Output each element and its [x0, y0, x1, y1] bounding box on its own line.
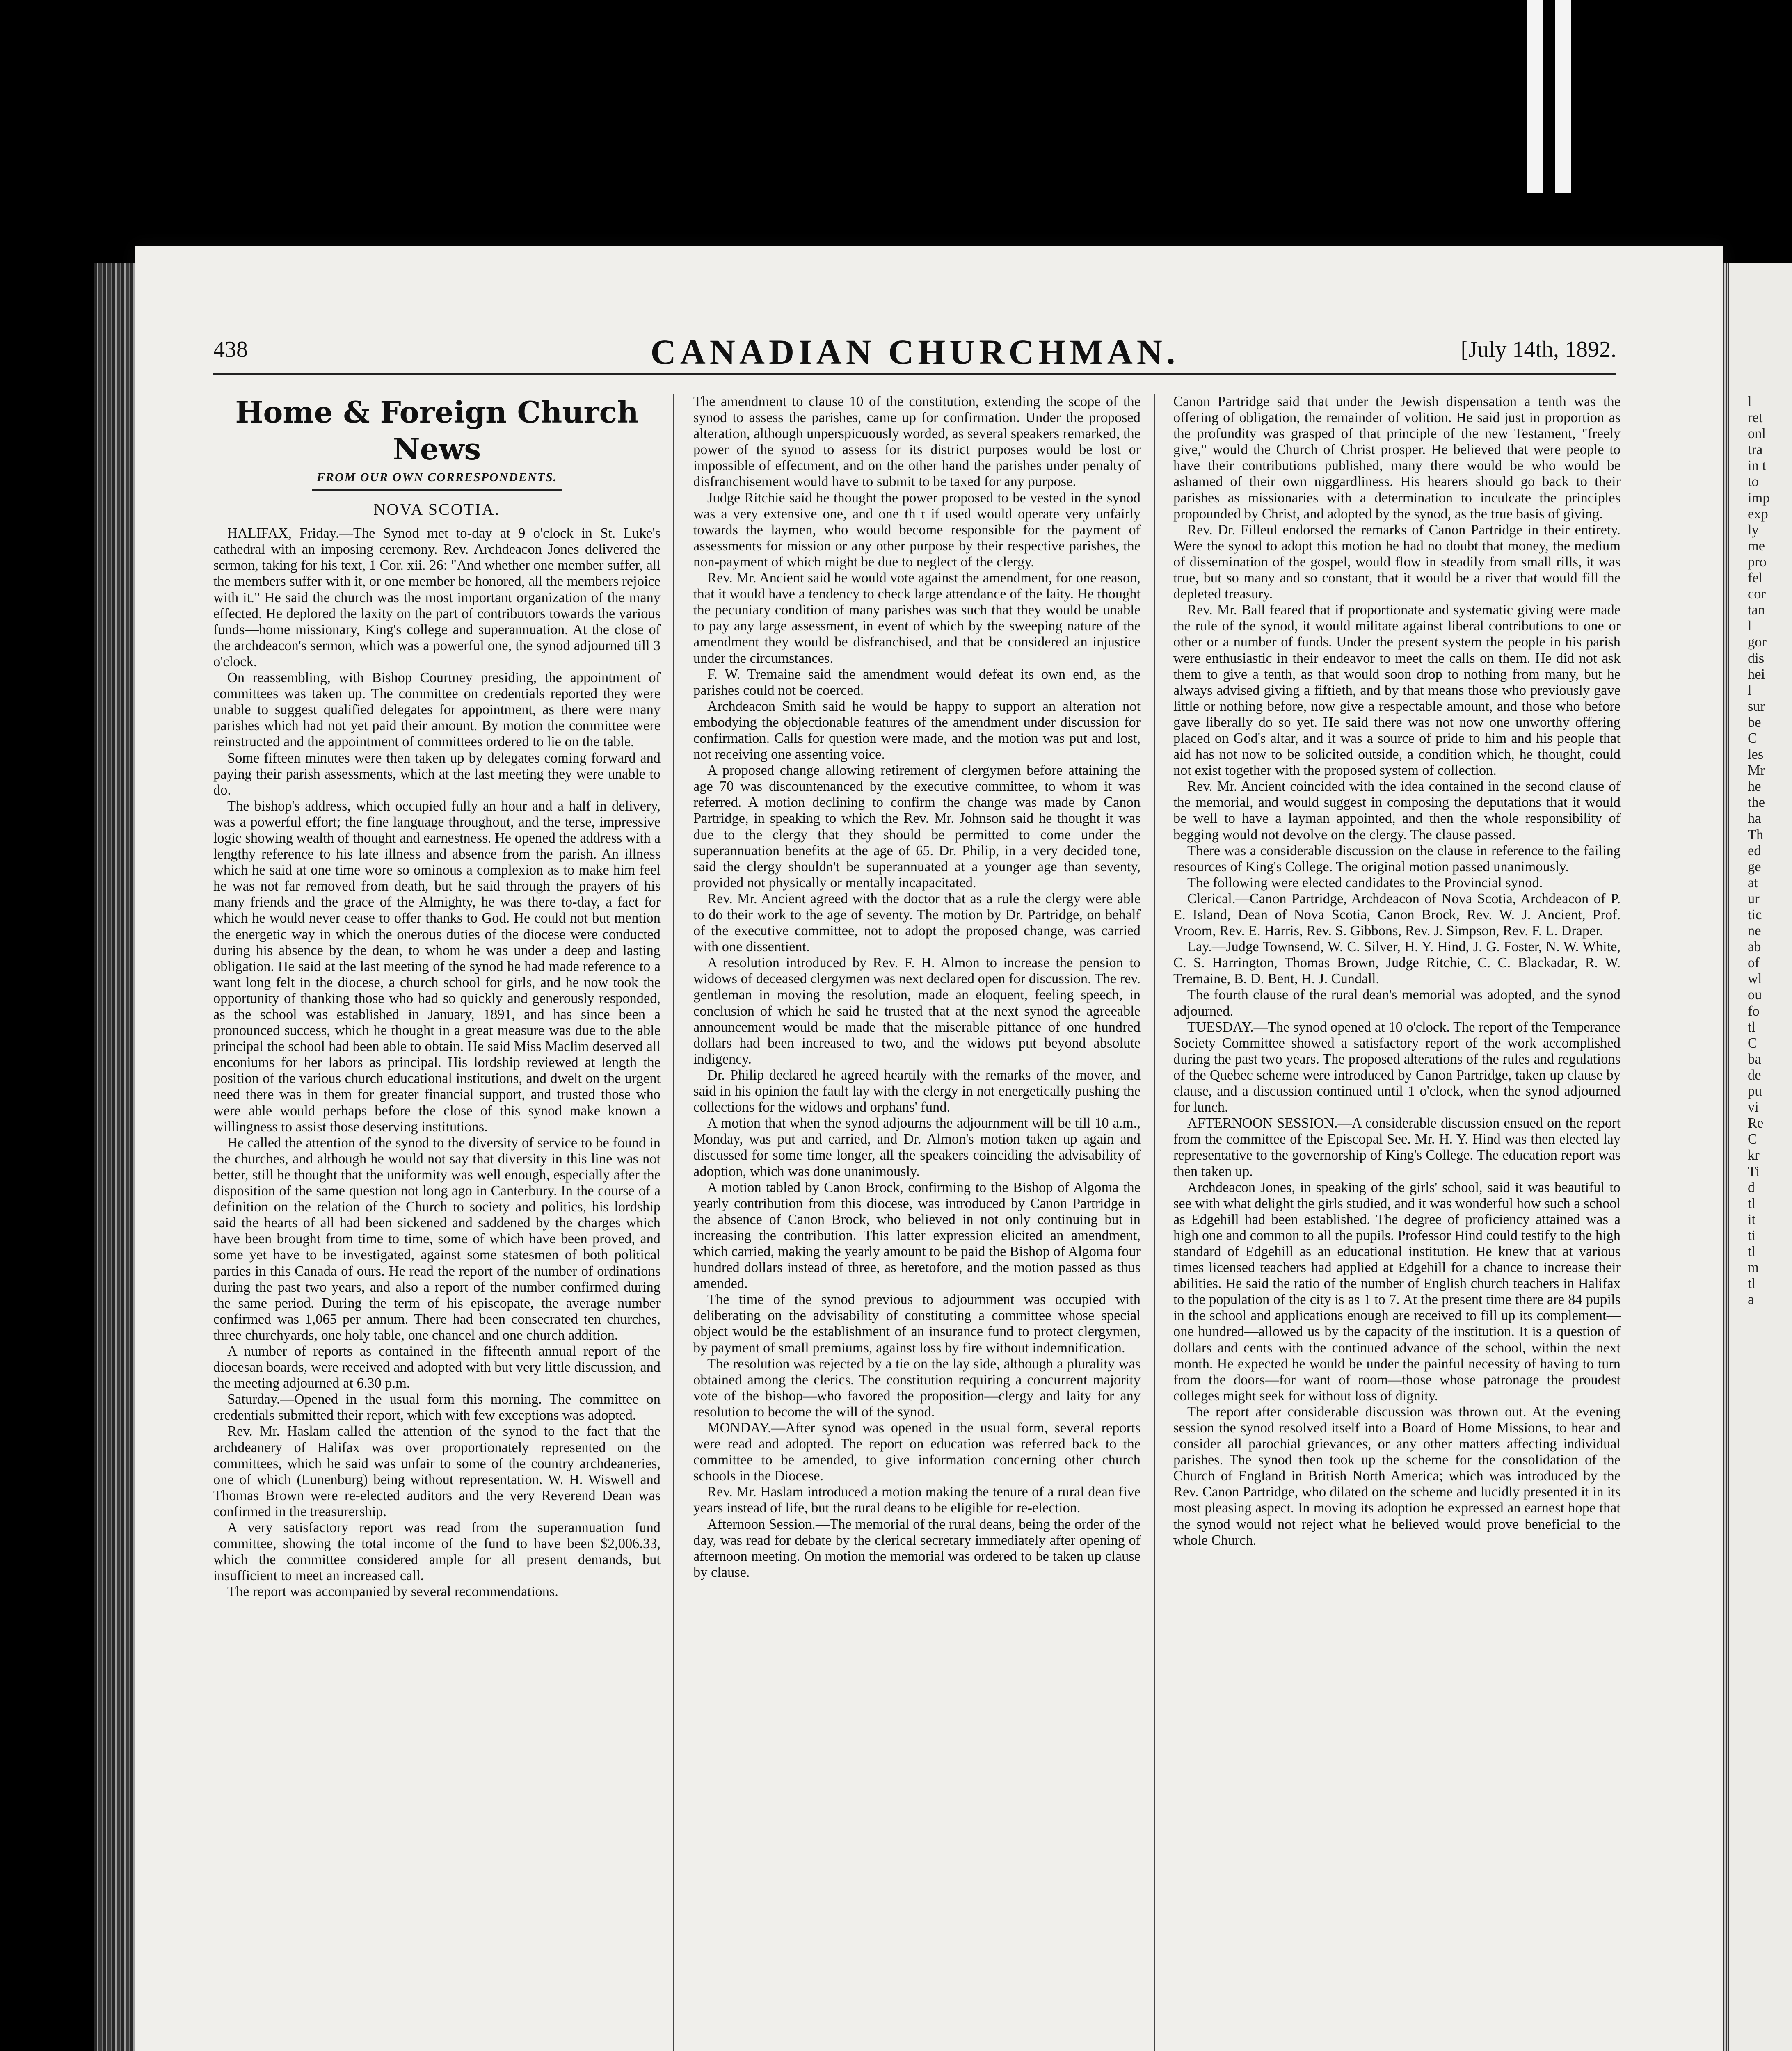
col2-paragraph: A resolution introduced by Rev. F. H. Almon to increase the pension to widows of deceased clergymen was next declared open for discussion. The rev. gentleman in moving the resolution, made an eloquent, feeling speech, in conclusion of which he said he trusted that at the next synod the agreeable announcement would be made that the miserable pittance of one hundred dollars had been increased to two, and the widows put beyond absolute indigency.	[693, 955, 1141, 1067]
col2-paragraph: The amendment to clause 10 of the constitution, extending the scope of the synod to assess the parishes, came up for confirmation. Under the proposed alteration, although unperspicuously worded, as several speakers remarked, the power of the synod to assess for its district purposes would be lost or impossible of effectment, and on the other hand the parishes under penalty of disfranchisement would have to submit to be taxed for any purpose.	[693, 394, 1141, 490]
facing-page-fragment: Mr	[1748, 763, 1765, 779]
facing-page-fragment: m	[1748, 1260, 1759, 1276]
col3-paragraph: Rev. Mr. Ball feared that if proportionate and systematic giving were made the rule of the synod, it would militate against liberal contributions to one or other or a number of funds. Under the present system the people in his parish were enthusiastic in their endeavor to meet the calls on them. He did not ask them to give a tenth, as that would soon drop to nothing from many, but he always advised giving a fiftieth, and by that means those who previously gave little or nothing before, now give a respectable amount, and those who before gave liberally do so yet. He said there was not now one unworthy offering placed on God's altar, and it was a source of pride to him and his people that aid has not now to be solicited outside, a condition which, he thought, could not exist together with the proposed system of collection.	[1173, 602, 1621, 779]
byline: FROM OUR OWN CORRESPONDENTS.	[316, 470, 558, 484]
scan-bar-top-2	[1555, 0, 1571, 193]
facing-page-fragment: Th	[1748, 827, 1764, 843]
facing-page-fragment: ba	[1748, 1051, 1761, 1067]
facing-page-fragment: fo	[1748, 1003, 1760, 1019]
facing-page-fragment: me	[1748, 538, 1765, 554]
facing-page-fragment: Ti	[1748, 1163, 1760, 1179]
facing-page-fragment: ur	[1748, 891, 1760, 907]
facing-page-fragment: gor	[1748, 634, 1767, 650]
facing-page-fragment: tl	[1748, 1195, 1756, 1211]
col2-paragraph: Rev. Mr. Ancient said he would vote against the amendment, for one reason, that it would have a tendency to check large attendance of the laity. He thought the pecuniary condition of many parishes was such that they would be unable to pay any large assessment, in event of which by the sweeping nature of the amendment they would be disfranchised, and that be considered an injustice under the circumstances.	[693, 570, 1141, 666]
facing-page-fragment: ne	[1748, 923, 1761, 939]
facing-page-fragment: l	[1748, 394, 1752, 409]
col1-paragraph: Saturday.—Opened in the usual form this morning. The committee on credentials submitted their report, which with few exceptions was adopted.	[213, 1391, 661, 1423]
col2-paragraph: The time of the synod previous to adjournment was occupied with deliberating on the advisability of constituting a committee whose special object would be the establishment of an insurance fund to protect clergymen, by payment of small premiums, against loss by fire without indemnification.	[693, 1292, 1141, 1356]
facing-page-fragment: onl	[1748, 426, 1766, 442]
col3-paragraph: TUESDAY.—The synod opened at 10 o'clock. The report of the Temperance Society Committee showed a satisfactory report of the work accomplished during the past two years. The proposed alterations of the rules and regulations of the Quebec scheme were introduced by Canon Partridge, taken up clause by clause, and a discussion continued until 1 o'clock, when the synod adjourned for lunch.	[1173, 1019, 1621, 1115]
col2-paragraph: A motion tabled by Canon Brock, confirming to the Bishop of Algoma the yearly contribution from this diocese, was introduced by Canon Partridge in the absence of Canon Brock, who believed in not only continuing but in increasing the contribution. This latter expression elicited an amendment, which carried, making the yearly amount to be paid the Bishop of Algoma four hundred dollars instead of three, as heretofore, and the motion passed as thus amended.	[693, 1179, 1141, 1292]
col3-paragraph: AFTERNOON SESSION.—A considerable discussion ensued on the report from the committee of the Episcopal See. Mr. H. Y. Hind was then elected lay representative to the governorship of King's College. The education report was then taken up.	[1173, 1115, 1621, 1179]
facing-page-fragment: cor	[1748, 586, 1766, 602]
facing-page-fragment: de	[1748, 1067, 1761, 1083]
facing-page-fragment: dis	[1748, 650, 1765, 666]
facing-page-fragment: of	[1748, 955, 1760, 971]
col1-paragraph: The bishop's address, which occupied fully an hour and a half in delivery, was a powerful effort; the fine language throughout, and the terse, impressive logic showing wealth of thought and earnestness. He opened the address with a lengthy reference to his late illness and absence from the parish. An illness which he said at one time wore so ominous a complexion as to make him feel he was not far removed from death, but he said through the prayers of his many friends and the grace of the Almighty, he was there to-day, a fact for which he would never cease to offer thanks to God. He could not but mention the energetic way in which the onerous duties of the diocese were conducted during his absence by the dean, to whom he was under a deep and lasting obligation. He said at the last meeting of the synod he had made reference to a want long felt in the diocese, a church school for girls, and he now took the opportunity of thanking those who had so quickly and generously responded, as the school was established in January, 1891, and has since been a pronounced success, which he thought in a great measure was due to the able principal the school had been able to obtain. He said Miss Maclim deserved all enconiums for her labors as principal. His lordship reviewed at length the position of the various church educational institutions, and dwelt on the urgent need there was in them for greater financial support, and trusted those who were able would perhaps before the close of this synod make known a willingness to assist those deserving institutions.	[213, 798, 661, 1135]
column-1	[213, 394, 661, 2051]
col2-paragraph: MONDAY.—After synod was opened in the usual form, several reports were read and adopted. The report on education was referred back to the committee to be amended, to give information concerning other church schools in the Diocese.	[693, 1420, 1141, 1484]
facing-page-fragment: tra	[1748, 442, 1763, 458]
column-rule-1	[673, 394, 674, 2051]
col2-paragraph: A proposed change allowing retirement of clergymen before attaining the age 70 was discountenanced by the executive committee, to whom it was referred. A motion declining to confirm the change was made by Canon Partridge, in speaking to which the Rev. Mr. Johnson said he thought it was due to the clergy that they should be permitted to come under the superannuation benefits at the age of 65. Dr. Philip, in a very decided tone, said the clergy shouldn't be superannuated at a younger age than seventy, provided not physically or mentally incapacitated.	[693, 763, 1141, 891]
col3-paragraph: The report after considerable discussion was thrown out. At the evening session the synod resolved itself into a Board of Home Missions, to hear and consider all parochial grievances, or any other matters affecting individual parishes. The synod then took up the scheme for the consolidation of the Church of England in British North America; which was introduced by the Rev. Canon Partridge, who dilated on the scheme and lucidly presented it in its most pleasing aspect. In moving its adoption he expressed an earnest hope that the synod would not reject what he believed would prove beneficial to the whole Church.	[1173, 1404, 1621, 1548]
col2-paragraph: Afternoon Session.—The memorial of the rural deans, being the order of the day, was read for debate by the clerical secretary immediately after opening of afternoon meeting. On motion the memorial was ordered to be taken up clause by clause.	[693, 1516, 1141, 1580]
col1-paragraph: HALIFAX, Friday.—The Synod met to-day at 9 o'clock in St. Luke's cathedral with an imposing ceremony. Rev. Archdeacon Jones delivered the sermon, taking for his text, 1 Cor. xii. 26: "And whether one member suffer, all the members suffer with it, or one member be honored, all the members rejoice with it." He said the church was the most important organization of the many effected. He deplored the laxity on the part of contributors towards the various funds—home missionary, King's college and superannuation. At the close of the archdeacon's sermon, which was a powerful one, the synod adjourned till 3 o'clock.	[213, 525, 661, 669]
facing-page-fragment: C	[1748, 1035, 1757, 1051]
page-gutter	[1723, 263, 1729, 2051]
facing-page-fragment: he	[1748, 779, 1761, 795]
masthead: CANADIAN CHURCHMAN.	[650, 332, 1179, 372]
facing-page-fragment: tl	[1748, 1243, 1756, 1259]
col2-paragraph: Dr. Philip declared he agreed heartily with the remarks of the mover, and said in his opinion the fault lay with the clergy in not energetically pushing the collections for the widows and orphans' fund.	[693, 1067, 1141, 1115]
col2-paragraph: A motion that when the synod adjourns the adjournment will be till 10 a.m., Monday, was put and carried, and Dr. Almon's motion taken up again and discussed for some time longer, all the speakers coinciding the advisability of adoption, which was done unanimously.	[693, 1115, 1141, 1179]
facing-page-fragment: fel	[1748, 570, 1763, 586]
col2-paragraph: Rev. Mr. Ancient agreed with the doctor that as a rule the clergy were able to do their work to the age of seventy. The motion by Dr. Partridge, on behalf of the executive committee, not to adopt the proposed change, was carried with one dissentient.	[693, 891, 1141, 955]
facing-page-fragment: a	[1748, 1292, 1754, 1308]
facing-page-fragment: hei	[1748, 666, 1765, 682]
facing-page-fragment: vi	[1748, 1099, 1759, 1115]
col3-paragraph: Clerical.—Canon Partridge, Archdeacon of Nova Scotia, Archdeacon of P. E. Island, Dean of Nova Scotia, Canon Brock, Rev. W. J. Ancient, Prof. Vroom, Rev. E. Harris, Rev. S. Gibbons, Rev. J. Simpson, Rev. F. L. Draper.	[1173, 891, 1621, 939]
facing-page-fragment: ha	[1748, 811, 1761, 827]
col2-paragraph: Rev. Mr. Haslam introduced a motion making the tenure of a rural dean five years instead of life, but the rural deans to be eligible for re-election.	[693, 1484, 1141, 1516]
col2-paragraph: Judge Ritchie said he thought the power proposed to be vested in the synod was a very extensive one, and one th t if used would operate very unfairly towards the laymen, who would become responsible for the payment of assessments for mission or any other purpose by their respective parishes, the non-payment of which might be due to neglect of the clergy.	[693, 490, 1141, 570]
col1-paragraph: On reassembling, with Bishop Courtney presiding, the appointment of committees was taken up. The committee on credentials reported they were unable to suggest qualified delegates for appointment, as there were many parishes which had not yet paid their amount. By motion the committee were reinstructed and the appointment of committees ordered to lie on the table.	[213, 670, 661, 750]
facing-page-fragment: Re	[1748, 1115, 1764, 1131]
facing-page-text	[1748, 394, 1792, 2051]
facing-page-fragment: ou	[1748, 987, 1762, 1003]
section-title: Home & Foreign Church News	[235, 395, 639, 466]
facing-page-fragment: kr	[1748, 1147, 1760, 1163]
col1-paragraph: Some fifteen minutes were then taken up by delegates coming forward and paying their parish assessments, which at the last meeting they were unable to do.	[213, 750, 661, 798]
facing-page-fragment: sur	[1748, 698, 1765, 714]
facing-page-fragment: ab	[1748, 939, 1761, 955]
title-divider	[312, 489, 562, 491]
facing-page-fragment: exp	[1748, 506, 1768, 522]
facing-page-fragment: ed	[1748, 843, 1761, 859]
facing-page-fragment: in t	[1748, 458, 1766, 474]
facing-page-fragment: l	[1748, 682, 1752, 698]
col1-paragraph: He called the attention of the synod to the diversity of service to be found in the churches, and although he would not say that diversity in this line was not better, still he thought that the uniformity was well enough, especially after the disposition of the same question not long ago in Canterbury. In the course of a definition on the relation of the Church to society and politics, his lordship said the hearts of all had been sickened and saddened by the charges which have been brought from time to time, some of which have been proved, and some yet have to be investigated, against some statesmen of both political parties in this Canada of ours. He read the report of the number of ordinations during the past two years, and also a report of the number confirmed during the same period. During the term of his episcopate, the average number confirmed was 1,065 per annum. There had been consecrated ten churches, three churchyards, one holy table, one chancel and one church addition.	[213, 1135, 661, 1343]
col2-paragraph: Archdeacon Smith said he would be happy to support an alteration not embodying the objectionable features of the amendment under discussion for confirmation. Calls for question were made, and the motion was put and lost, not receiving one assenting voice.	[693, 698, 1141, 763]
facing-page-fragment: tl	[1748, 1019, 1756, 1035]
col3-paragraph: Rev. Dr. Filleul endorsed the remarks of Canon Partridge in their entirety. Were the synod to adopt this motion he had no doubt that money, the medium of dissemination of the gospel, would flow in steadily from small rills, it was true, but so many and so constant, that it would be a river that would fill the depleted treasury.	[1173, 522, 1621, 602]
scan-bar-top-1	[1527, 0, 1543, 193]
facing-page-fragment: imp	[1748, 490, 1770, 506]
page-number: 438	[213, 337, 248, 362]
col3-paragraph: Archdeacon Jones, in speaking of the girls' school, said it was beautiful to see with what delight the girls studied, and it was wonderful how such a school as Edgehill had been established. The degree of proficiency attained was a high one and common to all the pupils. Professor Hind could testify to the high standard of Edgehill as an educational institution. He knew that at various times licensed teachers had applied at Edgehill for a chance to increase their abilities. He said the ratio of the number of English church teachers in Halifax to the population of the city is as 1 to 7. At the present time there are 84 pupils in the school and applications enough are received to fill up its complement—one hundred—allowed us by the capacity of the institution. It is a question of dollars and cents with the continued advance of the school, within the next month. He expected he would be under the painful necessity of having to turn from the doors—for want of room—those whose patronage the proudest colleges might seek for without loss of dignity.	[1173, 1179, 1621, 1404]
facing-page-fragment: ly	[1748, 522, 1759, 538]
facing-page-fragment: les	[1748, 747, 1764, 763]
facing-page-fragment: the	[1748, 795, 1765, 811]
facing-page-fragment: pu	[1748, 1083, 1762, 1099]
col2-paragraph: F. W. Tremaine said the amendment would defeat its own end, as the parishes could not be coerced.	[693, 666, 1141, 698]
col1-paragraph: Rev. Mr. Haslam called the attention of the synod to the fact that the archdeanery of Halifax was over proportionately represented on the committees, which he said was unfair to some of the country archdeaneries, one of which (Lunenburg) being without representation. W. H. Wiswell and Thomas Brown were re-elected auditors and the very Reverend Dean was confirmed in the treasurership.	[213, 1423, 661, 1519]
facing-page-fragment: tan	[1748, 602, 1765, 618]
facing-page-fragment: C	[1748, 730, 1757, 746]
col3-paragraph: The fourth clause of the rural dean's memorial was adopted, and the synod adjourned.	[1173, 987, 1621, 1019]
facing-page-fragment: wl	[1748, 971, 1762, 987]
column-rule-2	[1154, 394, 1155, 2051]
facing-page-fragment: d	[1748, 1179, 1755, 1195]
facing-page-fragment: it	[1748, 1211, 1756, 1227]
facing-page-fragment: tl	[1748, 1276, 1756, 1292]
facing-page-fragment: l	[1748, 618, 1752, 634]
facing-page-fragment: ret	[1748, 410, 1763, 426]
col3-paragraph: The following were elected candidates to the Provincial synod.	[1187, 875, 1543, 891]
facing-page-fragment: at	[1748, 875, 1758, 891]
column-2	[693, 394, 1141, 2051]
facing-page-fragment: be	[1748, 714, 1761, 730]
column-3	[1173, 394, 1621, 2051]
col1-paragraph: A number of reports as contained in the fifteenth annual report of the diocesan boards, were received and adopted with but very little discussion, and the meeting adjourned at 6.30 p.m.	[213, 1343, 661, 1391]
facing-page-fragment: C	[1748, 1131, 1757, 1147]
col2-paragraph: The resolution was rejected by a tie on the lay side, although a plurality was obtained among the clerics. The constitution requiring a concurrent majority vote of the bishop—who favored the proposition—clergy and laity for any resolution to become the will of the synod.	[693, 1356, 1141, 1420]
col3-paragraph: Rev. Mr. Ancient coincided with the idea contained in the second clause of the memorial, and would suggest in composing the deputations that it would be well to have a layman appointed, and then the whole responsibility of begging would not devolve on the clergy. The clause passed.	[1173, 779, 1621, 843]
facing-page-fragment: to	[1748, 474, 1759, 490]
page-header	[213, 328, 1616, 375]
col3-paragraph: Lay.—Judge Townsend, W. C. Silver, H. Y. Hind, J. G. Foster, N. W. White, C. S. Harrington, Thomas Brown, Judge Ritchie, C. C. Blackadar, R. W. Tremaine, B. D. Bent, H. J. Cundall.	[1173, 939, 1621, 987]
facing-page-fragment: tic	[1748, 907, 1762, 923]
col3-paragraph: Canon Partridge said that under the Jewish dispensation a tenth was the offering of obligation, the remainder of volition. He said just in proportion as the profundity was grasped of that principle of the new Testament, "freely give," would the Church of Christ prosper. He believed that were people to have their contributions published, many there would be who would be ashamed of their own niggardliness. His hearers should go back to their parishes as missionaries with a determination to inculcate the principles propounded by Christ, and adopted by the synod, as the true basis of giving.	[1173, 394, 1621, 522]
issue-date: [July 14th, 1892.	[1461, 337, 1616, 362]
facing-page-fragment: pro	[1748, 554, 1767, 570]
facing-page-fragment: ti	[1748, 1227, 1756, 1243]
facing-page-fragment: ge	[1748, 859, 1761, 875]
region-heading: NOVA SCOTIA.	[373, 500, 501, 519]
col3-paragraph: There was a considerable discussion on the clause in reference to the failing resources of King's College. The original motion passed unanimously.	[1173, 843, 1621, 875]
col1-paragraph: A very satisfactory report was read from the superannuation fund committee, showing the total income of the fund to have been $2,006.33, which the committee considered ample for all present demands, but insufficient to meet an increased call.	[213, 1520, 661, 1584]
col1-paragraph: The report was accompanied by several recommendations.	[227, 1584, 558, 1600]
